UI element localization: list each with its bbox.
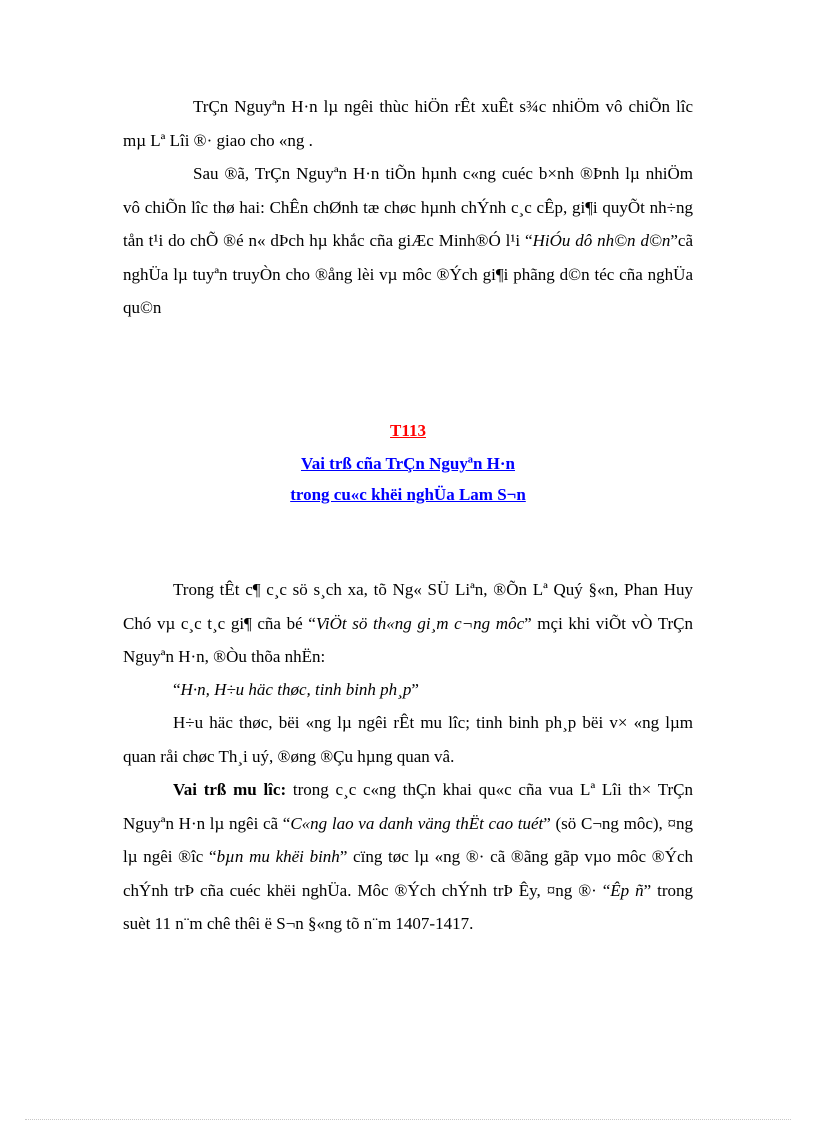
paragraph-2 bbox=[123, 157, 693, 325]
section-code: T113 bbox=[390, 421, 426, 440]
paragraph-3-text: Trong tÊt c¶ c¸c sö s¸ch xa, tõ Ng« SÜ Liªn, ®Õn Lª Quý §«n, Phan Huy Chó vµ c¸c t¸c gi¶ cña bé “ bbox=[123, 580, 693, 633]
paragraph-5-text-2: ” (sö C¬ng môc), ¤ng lµ ngêi ®îc “ bbox=[123, 813, 693, 866]
paragraph-5 bbox=[123, 773, 693, 941]
paragraph-1 bbox=[123, 90, 693, 157]
quote-open: “ bbox=[173, 680, 181, 699]
quote-close: ” bbox=[411, 680, 419, 699]
quote-line bbox=[173, 673, 419, 707]
section-title-line-1: Vai trß cña TrÇn Nguyªn H·n bbox=[300, 454, 516, 473]
paragraph-5-quote-3: Êp ñ bbox=[610, 880, 644, 900]
paragraph-3-quote: ViÖt sö th«ng gi¸m c¬ng môc bbox=[315, 613, 525, 633]
section-title-line-2: trong cu«c khëi nghÜa Lam S¬n bbox=[290, 485, 526, 504]
paragraph-2-text-end: ”cã nghÜa lµ tuyªn truyÒn cho ®ång lèi vµ môc ®Ých gi¶i phãng d©n téc cña nghÜa qu©n bbox=[123, 231, 694, 317]
paragraph-2-text: Sau ®ã, TrÇn Nguyªn H·n tiÕn hµnh c«ng cuéc b×nh ®Þnh lµ nhiÖm vô chiÕn lîc thø hai: ChÊn chØnh tæ chøc hµnh chÝnh c¸c cÊp, gi¶i quyÕt nh÷ng tån t¹i do chÕ ®é n« dÞch hµ khắc cña giÆc Minh®Ó l¹i “ bbox=[123, 164, 693, 250]
paragraph-3-text-end: ” mçi khi viÕt vÒ TrÇn Nguyªn H·n, ®Òu thõa nhËn: bbox=[123, 613, 693, 666]
paragraph-5-bold-lead: Vai trß mu lîc: bbox=[173, 780, 287, 799]
paragraph-2-quote: HiÓu dô nh©n d©n bbox=[532, 231, 671, 250]
paragraph-5-quote-2: bµn mu khëi binh bbox=[216, 847, 340, 866]
paragraph-3 bbox=[123, 573, 693, 674]
paragraph-5-text-1: trong c¸c c«ng thÇn khai qu«c cña vua Lª Lîi th× TrÇn Nguyªn H·n lµ ngêi cã “ bbox=[123, 780, 694, 833]
page-bottom-rule bbox=[25, 1119, 791, 1120]
paragraph-4 bbox=[123, 706, 693, 773]
paragraph-1-text: TrÇn Nguyªn H·n lµ ngêi thùc hiÖn rÊt xuÊt s¾c nhiÖm vô chiÕn lîc mµ Lª Lîi ®· giao cho «ng . bbox=[123, 97, 693, 150]
paragraph-4-text: H÷u häc thøc, bëi «ng lµ ngêi rÊt mu lîc; tinh binh ph¸p bëi v× «ng lµm quan råi chøc Th¸i uý, ®øng ®Çu hµng quan vâ. bbox=[123, 713, 693, 766]
paragraph-5-text-3: ” cïng tøc lµ «ng ®· cã ®ãng gãp vµo môc ®Ých chÝnh trÞ cña cuéc khëi nghÜa. Môc ®Ých chÝnh trÞ Êy, ¤ng ®· “ bbox=[123, 847, 694, 900]
paragraph-5-quote-1: C«ng lao va danh väng thËt cao tuét bbox=[290, 813, 544, 833]
quote-text: H·n, H÷u häc thøc, tinh binh ph¸p bbox=[180, 680, 412, 699]
paragraph-5-text-4: ” trong suèt 11 n¨m chê thêi ë S¬n §«ng tõ n¨m 1407-1417. bbox=[123, 880, 693, 933]
